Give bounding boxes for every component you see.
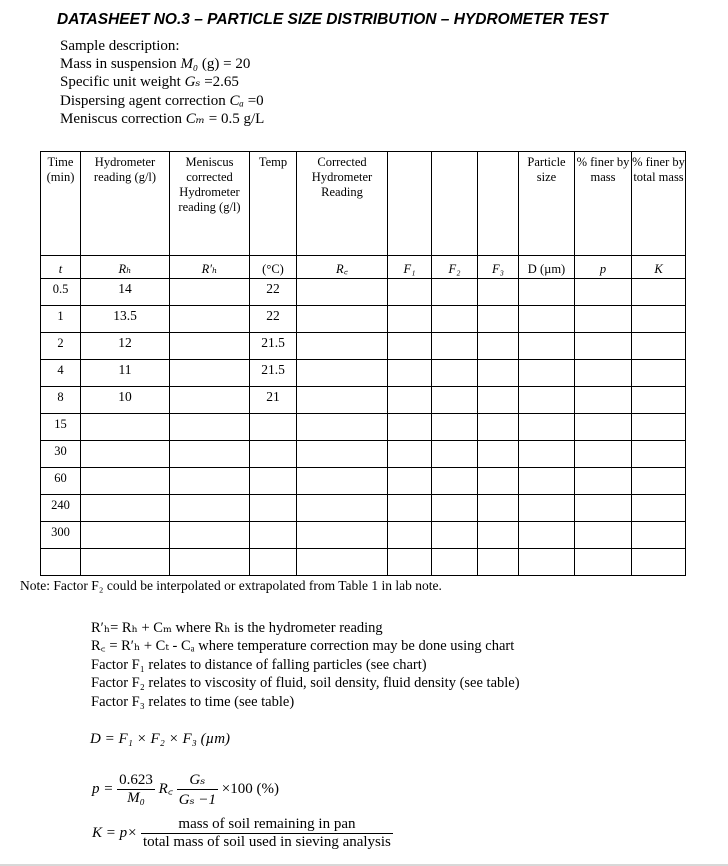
table-row — [41, 306, 686, 333]
table-cell — [632, 306, 686, 333]
table-cell — [170, 387, 250, 414]
table-cell — [632, 522, 686, 549]
table-cell: 240 — [41, 495, 81, 522]
table-cell — [432, 333, 478, 360]
table-cell — [388, 468, 432, 495]
table-cell — [250, 522, 297, 549]
meniscus-line: Meniscus correction Cₘ = 0.5 g/L — [60, 110, 265, 127]
table-cell — [575, 306, 632, 333]
table-cell — [388, 387, 432, 414]
note-line: R꜀ = R′ₕ + Cₜ - Cₐ where temperature correction may be done using chart — [91, 638, 515, 655]
table-cell — [170, 279, 250, 306]
table-cell — [297, 468, 388, 495]
specific-weight-line: Specific unit weight Gₛ =2.65 — [60, 74, 239, 91]
table-row — [41, 333, 686, 360]
mass-line: Mass in suspension M₀ (g) = 20 — [60, 56, 251, 73]
table-cell — [388, 549, 432, 576]
table-cell — [478, 387, 519, 414]
column-header: Hydrometer reading (g/l) — [81, 152, 170, 256]
table-cell: 22 — [250, 279, 297, 306]
table-cell: 21.5 — [250, 333, 297, 360]
sample-description-label: Sample description: — [60, 38, 180, 54]
table-cell — [170, 306, 250, 333]
table-cell — [575, 468, 632, 495]
table-cell — [575, 279, 632, 306]
table-cell — [170, 468, 250, 495]
table-cell — [519, 468, 575, 495]
table-cell — [297, 306, 388, 333]
table-cell — [575, 549, 632, 576]
table-cell — [388, 306, 432, 333]
table-cell: 22 — [250, 306, 297, 333]
table-cell — [388, 522, 432, 549]
column-header — [478, 152, 519, 256]
table-cell — [388, 495, 432, 522]
table-cell — [478, 279, 519, 306]
note-line: Factor F₁ relates to distance of falling particles (see chart) — [91, 656, 427, 673]
table-cell — [519, 360, 575, 387]
column-symbol: R꜀ — [297, 256, 388, 279]
table-cell: 15 — [41, 414, 81, 441]
table-cell — [250, 414, 297, 441]
table-cell: 1 — [41, 306, 81, 333]
column-header: Particle size — [519, 152, 575, 256]
table-cell: 300 — [41, 522, 81, 549]
table-cell — [250, 441, 297, 468]
note-line: Factor F₃ relates to time (see table) — [91, 693, 295, 710]
table-cell — [81, 414, 170, 441]
table-cell — [297, 387, 388, 414]
sample-description — [60, 37, 264, 128]
table-cell — [297, 360, 388, 387]
table-cell — [478, 441, 519, 468]
table-cell — [41, 549, 81, 576]
table-cell — [632, 387, 686, 414]
table-cell — [170, 549, 250, 576]
column-header: Time (min) — [41, 152, 81, 256]
table-cell — [432, 387, 478, 414]
table-cell — [519, 333, 575, 360]
table-cell — [519, 306, 575, 333]
table-row — [41, 414, 686, 441]
table-cell — [478, 468, 519, 495]
table-cell — [81, 522, 170, 549]
symbol-row — [41, 256, 686, 279]
column-symbol: t — [41, 256, 81, 279]
column-header — [432, 152, 478, 256]
table-cell — [250, 549, 297, 576]
table-cell — [575, 441, 632, 468]
column-symbol: (°C) — [250, 256, 297, 279]
column-header: % finer by total mass — [632, 152, 686, 256]
table-cell — [432, 495, 478, 522]
table-cell — [575, 360, 632, 387]
table-cell — [632, 333, 686, 360]
table-cell — [632, 495, 686, 522]
table-row — [41, 495, 686, 522]
column-symbol: F₁ — [388, 256, 432, 279]
table-cell — [170, 360, 250, 387]
table-cell — [632, 414, 686, 441]
table-cell — [170, 414, 250, 441]
table-cell: 8 — [41, 387, 81, 414]
hydrometer-data-table — [40, 151, 686, 576]
table-cell — [170, 495, 250, 522]
table-cell — [432, 468, 478, 495]
table-cell — [519, 549, 575, 576]
table-cell: 12 — [81, 333, 170, 360]
table-row — [41, 549, 686, 576]
table-cell — [250, 495, 297, 522]
table-cell: 10 — [81, 387, 170, 414]
table-cell — [519, 441, 575, 468]
table-cell — [388, 279, 432, 306]
header-row — [41, 152, 686, 256]
table-cell — [519, 387, 575, 414]
table-cell — [478, 495, 519, 522]
column-symbol: R′ₕ — [170, 256, 250, 279]
table-note: Note: Factor F₂ could be interpolated or extrapolated from Table 1 in lab note. — [20, 578, 442, 593]
table-cell — [297, 333, 388, 360]
table-cell — [519, 414, 575, 441]
table-cell: 14 — [81, 279, 170, 306]
table-cell — [388, 441, 432, 468]
table-cell: 2 — [41, 333, 81, 360]
table-cell — [81, 549, 170, 576]
table-cell: 13.5 — [81, 306, 170, 333]
table-cell — [432, 549, 478, 576]
table-cell — [81, 495, 170, 522]
column-symbol: F₂ — [432, 256, 478, 279]
table-cell — [478, 360, 519, 387]
table-cell — [297, 441, 388, 468]
note-line: R′ₕ= Rₕ + Cₘ where Rₕ is the hydrometer reading — [91, 620, 383, 636]
table-cell — [632, 441, 686, 468]
column-header: Temp — [250, 152, 297, 256]
table-cell — [478, 306, 519, 333]
table-row — [41, 441, 686, 468]
table-cell — [519, 495, 575, 522]
column-header: Corrected Hydrometer Reading — [297, 152, 388, 256]
table-cell — [170, 441, 250, 468]
dispersing-agent-line: Dispersing agent correction Cₐ =0 — [60, 92, 264, 109]
table-row — [41, 360, 686, 387]
table-cell — [478, 549, 519, 576]
table-cell — [632, 549, 686, 576]
table-cell — [297, 522, 388, 549]
table-cell — [478, 414, 519, 441]
table-cell — [632, 279, 686, 306]
equation-d: D = F₁ × F₂ × F₃ (µm) — [90, 731, 231, 747]
table-cell — [432, 306, 478, 333]
table-cell — [575, 414, 632, 441]
table-cell: 0.5 — [41, 279, 81, 306]
table-row — [41, 468, 686, 495]
table-cell — [170, 333, 250, 360]
equation-k: K = p× $\frac{\text{mass of soil remaining in pan}}{\text{total mass of soil used in sieving analysis}}$ — [92, 816, 391, 850]
table-cell — [81, 468, 170, 495]
table-cell: 21.5 — [250, 360, 297, 387]
note-line: Factor F₂ relates to viscosity of fluid, soil density, fluid density (see table) — [91, 675, 520, 692]
table-cell — [478, 333, 519, 360]
table-cell — [432, 414, 478, 441]
table-cell — [388, 414, 432, 441]
table-cell — [170, 522, 250, 549]
column-symbol: Rₕ — [81, 256, 170, 279]
table-row — [41, 522, 686, 549]
column-symbol: K — [632, 256, 686, 279]
table-cell — [250, 468, 297, 495]
table-cell: 11 — [81, 360, 170, 387]
table-cell — [297, 414, 388, 441]
table-cell: 21 — [250, 387, 297, 414]
table-cell — [632, 468, 686, 495]
table-cell — [432, 441, 478, 468]
table-row — [41, 279, 686, 306]
datasheet-title: DATASHEET NO.3 – PARTICLE SIZE DISTRIBUTION – HYDROMETER TEST — [57, 11, 608, 28]
table-cell: 60 — [41, 468, 81, 495]
column-header — [388, 152, 432, 256]
table-cell — [575, 333, 632, 360]
table-cell — [575, 387, 632, 414]
column-header: Meniscus corrected Hydrometer reading (g/l) — [170, 152, 250, 256]
table-cell — [519, 522, 575, 549]
table-cell — [519, 279, 575, 306]
table-cell — [297, 549, 388, 576]
column-symbol: F₃ — [478, 256, 519, 279]
table-cell: 30 — [41, 441, 81, 468]
table-cell — [575, 522, 632, 549]
table-cell — [432, 522, 478, 549]
table-cell — [388, 360, 432, 387]
table-row — [41, 387, 686, 414]
table-cell — [432, 360, 478, 387]
table-cell — [297, 279, 388, 306]
table-cell: 4 — [41, 360, 81, 387]
table-cell — [575, 495, 632, 522]
column-symbol: D (µm) — [519, 256, 575, 279]
table-cell — [388, 333, 432, 360]
column-header: % finer by mass — [575, 152, 632, 256]
column-symbol: p — [575, 256, 632, 279]
formula-notes — [91, 619, 520, 711]
table-cell — [432, 279, 478, 306]
table-cell — [632, 360, 686, 387]
equation-p: p = $\frac{0.623}{\text{M₀}}$ R꜀ $\frac{\text{Gₛ}}{\text{Gₛ −1}}$ ×100 (%) — [92, 772, 279, 808]
table-cell — [478, 522, 519, 549]
table-cell — [297, 495, 388, 522]
table-cell — [81, 441, 170, 468]
